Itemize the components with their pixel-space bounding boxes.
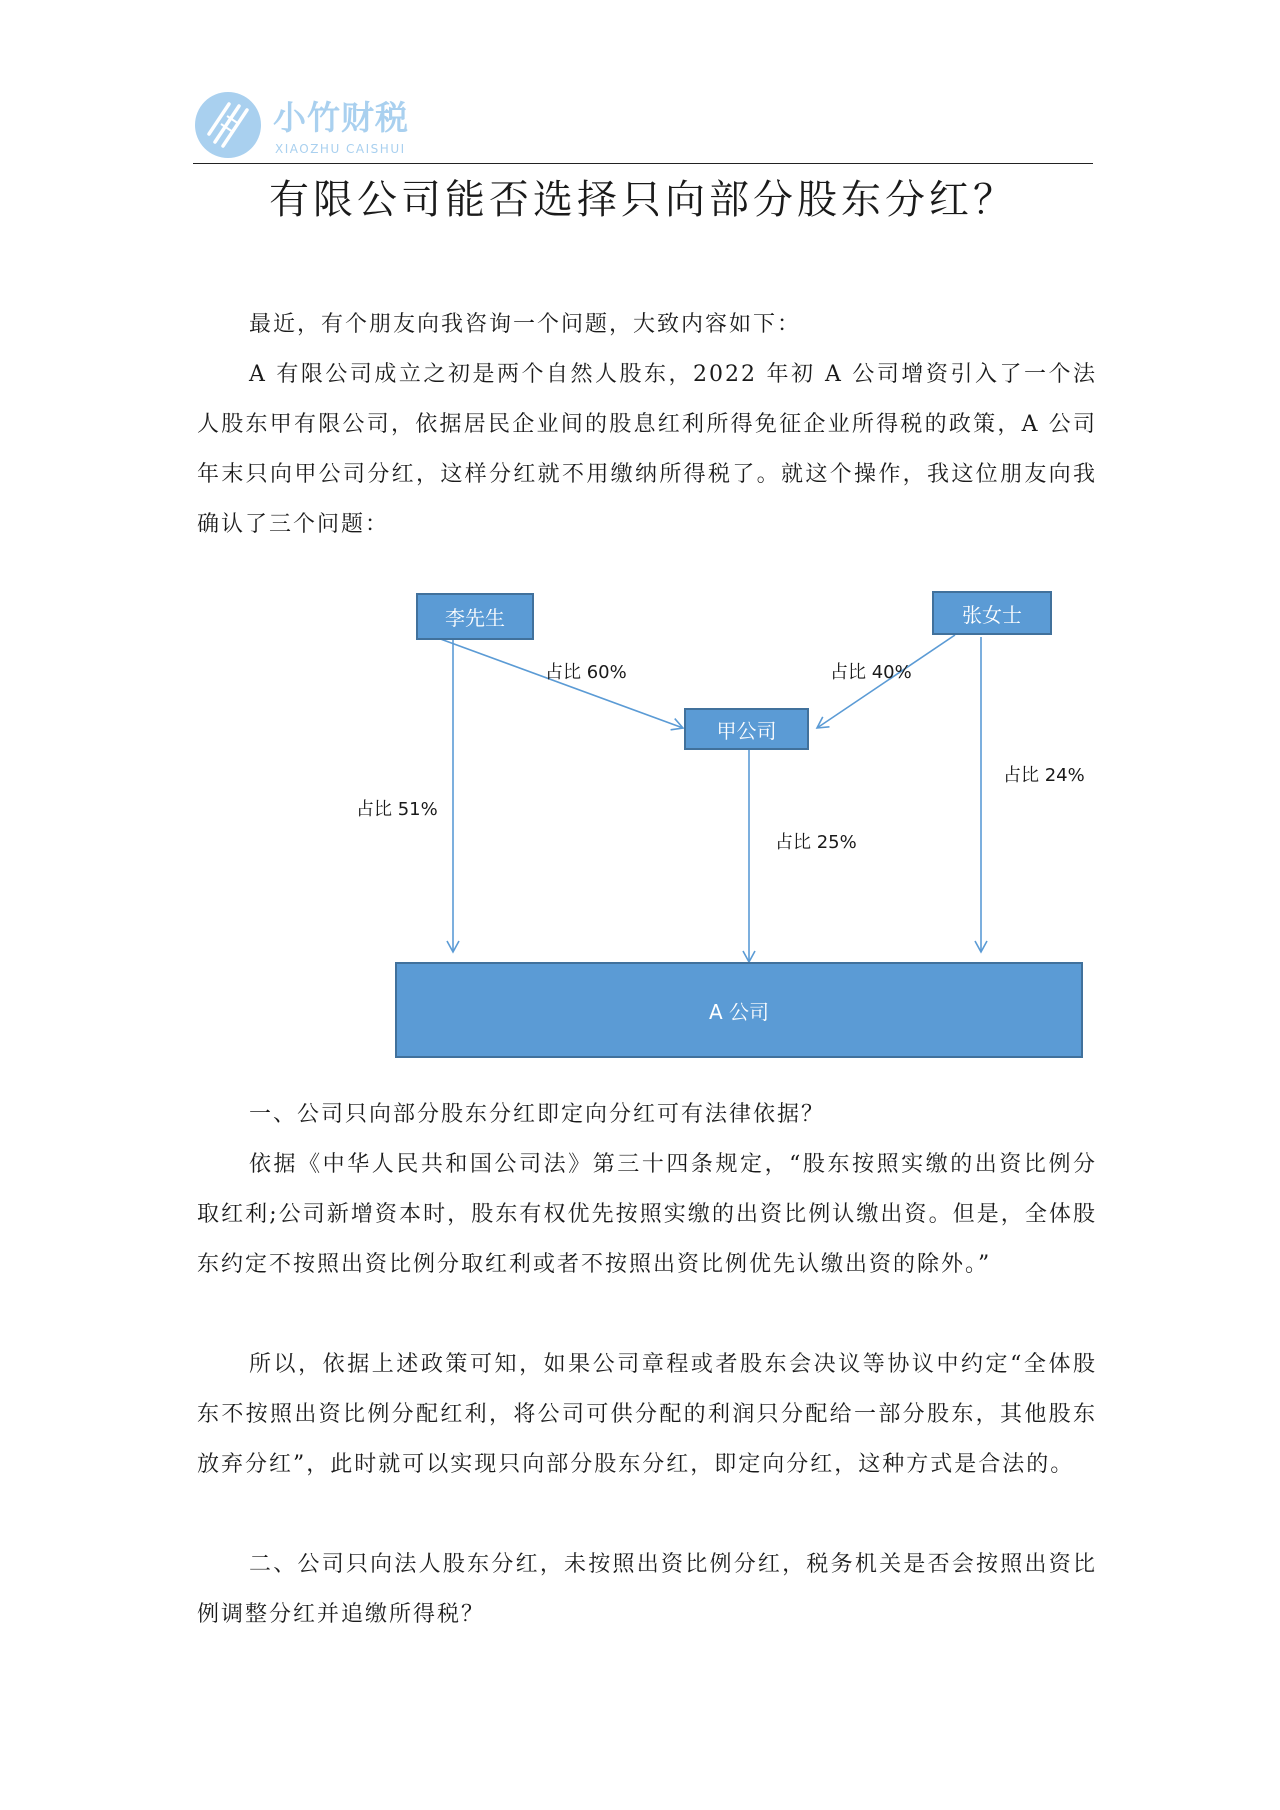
header-rule bbox=[193, 163, 1093, 164]
logo-text-en: XIAOZHU CAISHUI bbox=[275, 142, 406, 156]
label-li-to-jia: 占比 60% bbox=[545, 662, 627, 683]
node-li: 李先生 bbox=[416, 593, 534, 640]
section1-paragraph-2: 所以，依据上述政策可知，如果公司章程或者股东会决议等协议中约定“全体股东不按照出资比例分配红利，将公司可供分配的利润只分配给一部分股东，其他股东放弃分红”，此时就可以实现只向部分股东分红，即定向分红，这种方式是合法的。 bbox=[197, 1352, 1097, 1477]
bamboo-logo-icon bbox=[193, 90, 263, 160]
node-jia: 甲公司 bbox=[684, 708, 809, 750]
node-zhang: 张女士 bbox=[932, 591, 1052, 635]
logo-text-cn: 小竹财税 bbox=[273, 98, 409, 137]
intro-paragraph-2: A 有限公司成立之初是两个自然人股东，2022 年初 A 公司增资引入了一个法人股东甲有限公司，依据居民企业间的股息红利所得免征企业所得税的政策，A 公司年末只向甲公司分红，这样分红就不用缴纳所得税了。就这个操作，我这位朋友向我确认了三个问题： bbox=[197, 362, 1097, 537]
label-zhang-to-jia: 占比 40% bbox=[830, 662, 912, 683]
section2-heading: 二、公司只向法人股东分红，未按照出资比例分红，税务机关是否会按照出资比例调整分红并追缴所得税？ bbox=[197, 1552, 1097, 1627]
section1-paragraph-1: 依据《中华人民共和国公司法》第三十四条规定，“股东按照实缴的出资比例分取红利;公司新增资本时，股东有权优先按照实缴的出资比例认缴出资。但是，全体股东约定不按照出资比例分取红利或者不按照出资比例优先认缴出资的除外。” bbox=[197, 1152, 1097, 1277]
page-title: 有限公司能否选择只向部分股东分红？ bbox=[269, 177, 1017, 223]
label-li-to-a: 占比 51% bbox=[356, 799, 438, 820]
label-jia-to-a: 占比 25% bbox=[775, 832, 857, 853]
label-zhang-to-a: 占比 24% bbox=[1003, 765, 1085, 786]
shareholding-diagram bbox=[340, 585, 1100, 1060]
brand-logo bbox=[193, 90, 423, 162]
section1-heading: 一、公司只向部分股东分红即定向分红可有法律依据？ bbox=[249, 1102, 826, 1127]
node-a-company: A 公司 bbox=[395, 962, 1083, 1058]
intro-paragraph-1: 最近，有个朋友向我咨询一个问题，大致内容如下： bbox=[249, 312, 802, 337]
